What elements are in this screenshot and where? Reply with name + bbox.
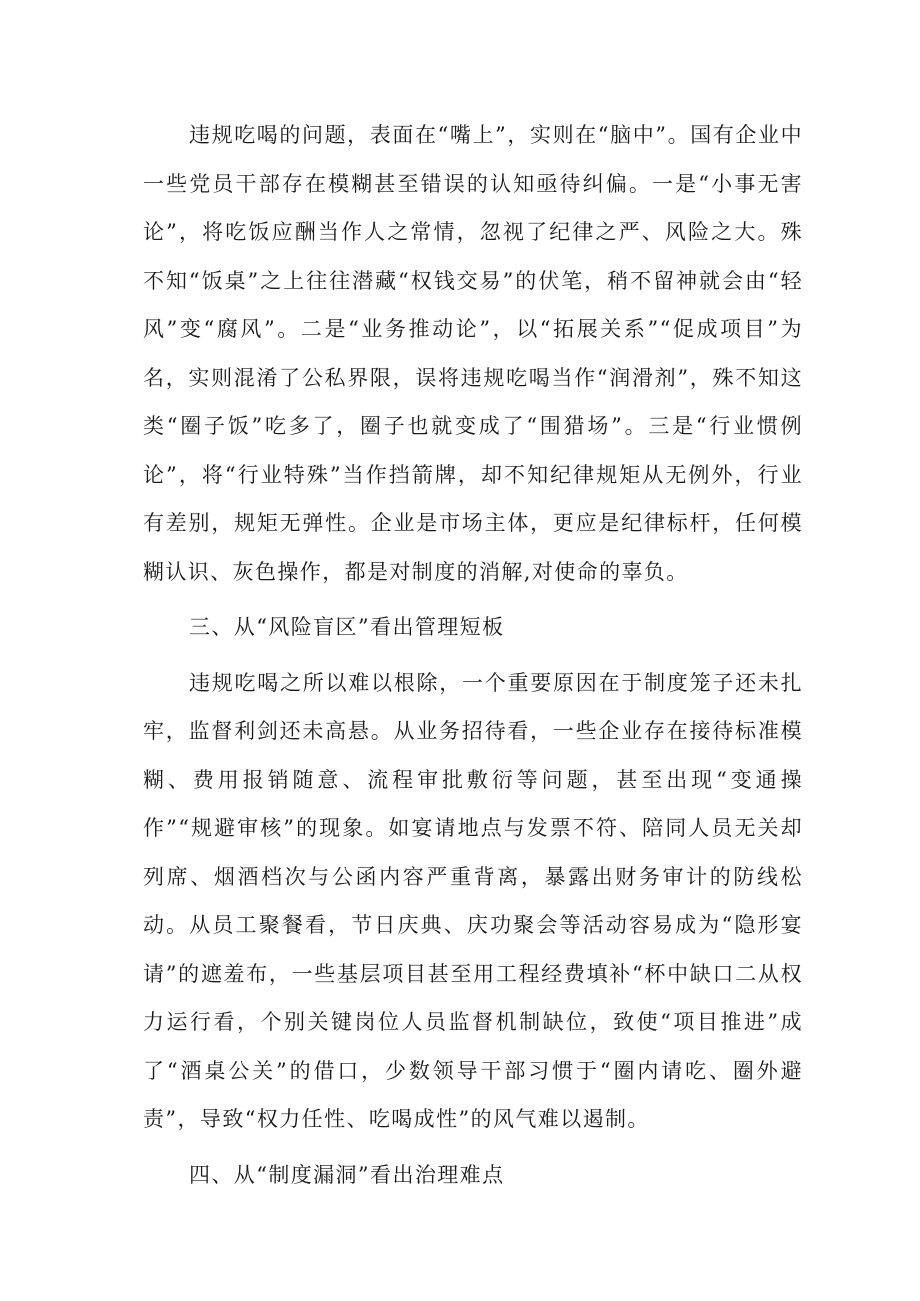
document-body <box>143 111 803 1199</box>
spacer <box>143 1144 803 1151</box>
spacer <box>143 596 803 603</box>
section-heading-4: 四、从“制度漏洞”看出治理难点 <box>189 1162 505 1187</box>
section-heading-3: 三、从“风险盲区”看出管理短板 <box>189 615 505 639</box>
paragraph-2: 违规吃喝之所以难以根除，一个重要原因在于制度笼子还未扎牢，监督利剑还未高悬。从业务招待看，一些企业存在接待标准模糊、费用报销随意、流程审批敷衍等问题，甚至出现“变通操作”“规避审核”的现象。如宴请地点与发票不符、陪同人员无关却列席、烟酒档次与公函内容严重背离，暴露出财务审计的防线松动。从员工聚餐看，节日庆典、庆功聚会等活动容易成为“隐形宴请”的遮羞布，一些基层项目甚至用工程经费填补“杯中缺口二从权力运行看，个别关键岗位人员监督机制缺位，致使“项目推进”成了“酒桌公关”的借口，少数领导干部习惯于“圈内请吃、圈外避责”，导致“权力任性、吃喝成性”的风气难以遏制。 <box>143 670 803 1131</box>
paragraph-1: 违规吃喝的问题，表面在“嘴上”，实则在“脑中”。国有企业中一些党员干部存在模糊甚至错误的认知亟待纠偏。一是“小事无害论”，将吃饭应酬当作人之常情，忽视了纪律之严、风险之大。殊不知“饭桌”之上往往潜藏“权钱交易”的伏笔，稍不留神就会由“轻风”变“腐风”。二是“业务推动论”，以“拓展关系”“促成项目”为名，实则混淆了公私界限，误将违规吃喝当作“润滑剂”，殊不知这类“圈子饭”吃多了，圈子也就变成了“围猎场”。三是“行业惯例论”，将“行业特殊”当作挡箭牌，却不知纪律规矩从无例外，行业有差别，规矩无弹性。企业是市场主体，更应是纪律标杆，任何模糊认识、灰色操作，都是对制度的消解,对使命的辜负。 <box>143 123 803 584</box>
spacer <box>143 652 803 659</box>
